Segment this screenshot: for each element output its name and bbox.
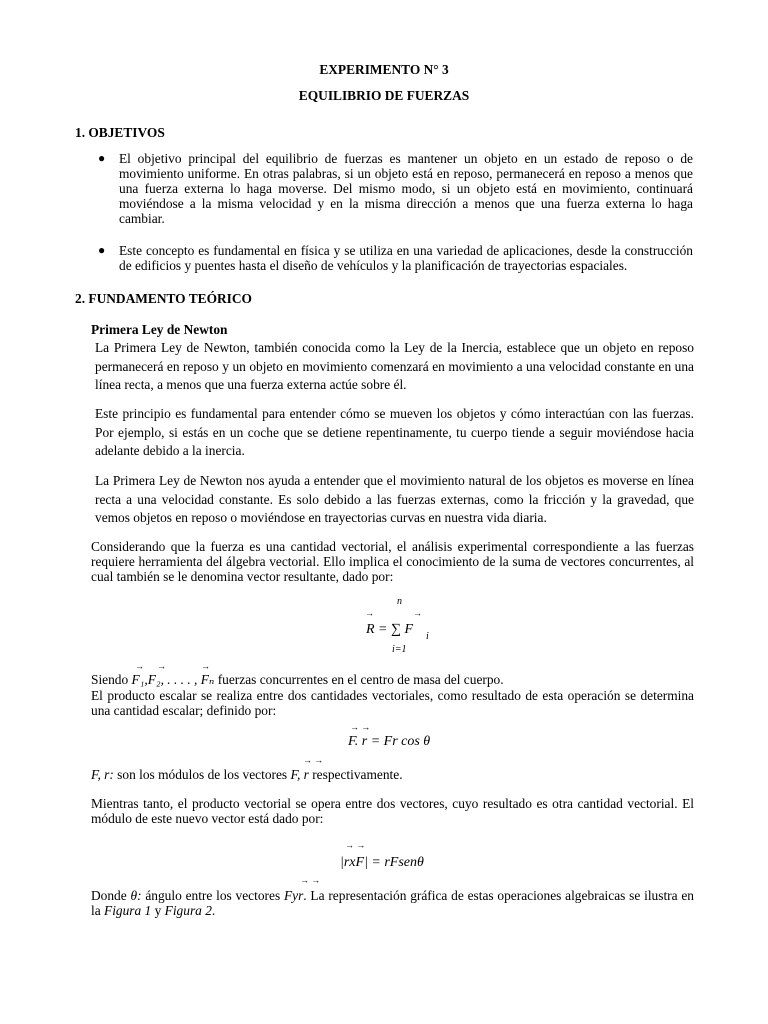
vector-arrows-icon: → →: [300, 875, 321, 885]
donde-rest: . La representación gráfica de estas operaciones algebraicas se ilustra en la: [91, 888, 694, 918]
siendo-suffix: fuerzas concurrentes en el centro de masa del cuerpo.: [214, 672, 504, 687]
vector-arrow-icon: →: [135, 661, 144, 671]
donde-y: y: [151, 903, 165, 918]
paragraph-primera-ley: La Primera Ley de Newton, también conocida como la Ley de la Inercia, establece que un objeto en reposo permanecerá en reposo y un objeto en movimiento comenzará en movimiento a una velocidad constante en una línea recta, a menos que una fuerza externa actúe sobre él.: [95, 340, 694, 392]
vector-arrow-icon: →: [413, 608, 422, 618]
vector-arrows-icon: → →: [350, 722, 371, 732]
bullet-icon: ●: [98, 243, 106, 257]
siendo-vectors: F₁,F₂, . . . . , Fₙ: [131, 672, 215, 687]
modulos-prefix: F, r:: [91, 767, 114, 782]
section-heading-objetivos: 1. OBJETIVOS: [75, 125, 165, 140]
donde-end: .: [211, 903, 216, 918]
siendo-line: [91, 672, 504, 687]
sum-lower-limit: i=1: [392, 644, 407, 655]
donde-prefix: Donde: [91, 888, 131, 903]
paragraph-donde: [91, 888, 694, 918]
sum-upper-limit: n: [397, 596, 402, 607]
vector-arrow-icon: →: [365, 608, 374, 618]
equation-vector-resultante: [340, 592, 440, 655]
objetivo-bullet-1: El objetivo principal del equilibrio de fuerzas es mantener un objeto en un estado de reposo o de movimiento uniforme. En otras palabras, si un objeto está en reposo, permanecerá en reposo a menos que una fuerza externa lo haga moverse. Del mismo modo, si un objeto está en movimiento, continuará moviéndose a la misma velocidad y en la misma dirección a menos que una fuerza externa lo haga cambiar.: [119, 151, 693, 226]
paragraph-principio: Este principio es fundamental para entender cómo se mueven los objetos y cómo interactúan con las fuerzas. Por ejemplo, si estás en un coche que se detiene repentinamente, tu cuerpo tiende a seguir moviéndose hacia adelante debido a la inercia.: [95, 406, 694, 458]
modulos-line: [91, 767, 403, 782]
paragraph-fuerza-vectorial: Considerando que la fuerza es una cantidad vectorial, el análisis experimental correspondiente a las fuerzas requiere herramienta del álgebra vectorial. Ello implica el conocimiento de la suma de vectores concurrentes, al cual también se le denomina vector resultante, dado por:: [91, 539, 694, 584]
equation-producto-escalar: F. r = Fr cos θ: [348, 734, 431, 749]
equation-sum-text: R = ∑ F: [366, 622, 414, 637]
objetivo-bullet-2: Este concepto es fundamental en física y se utiliza en una variedad de aplicaciones, desde la construcción de edificios y puentes hasta el diseño de vehículos y la planificación de trayectorias espaciales.: [119, 243, 693, 273]
paragraph-movimiento-natural: La Primera Ley de Newton nos ayuda a entender que el movimiento natural de los objetos es moverse en línea recta a una velocidad constante. Es solo debido a las fuerzas externas, como la fricción y la gravedad, que vemos objetos en reposo o moviéndose en trayectorias curvas en nuestra vida diaria.: [95, 473, 694, 525]
donde-theta: θ:: [130, 888, 142, 903]
siendo-prefix: Siendo: [91, 672, 132, 687]
donde-vectors: Fyr: [283, 888, 304, 903]
donde-mid: ángulo entre los vectores: [141, 888, 284, 903]
vector-arrows-icon: → →: [345, 840, 366, 850]
modulos-suffix: respectivamente.: [308, 767, 403, 782]
paragraph-producto-vectorial: Mientras tanto, el producto vectorial se opera entre dos vectores, cuyo resultado es otra cantidad vectorial. El módulo de este nuevo vector está dado por:: [91, 796, 694, 826]
vector-arrow-icon: →: [157, 661, 166, 671]
equation-sum-subscript: i: [426, 631, 429, 642]
section-heading-fundamento: 2. FUNDAMENTO TEÓRICO: [75, 291, 252, 306]
subheading-primera-ley: Primera Ley de Newton: [91, 322, 228, 337]
vector-arrow-icon: →: [201, 661, 210, 671]
modulos-vectors: F, r: [290, 767, 309, 782]
modulos-mid: son los módulos de los vectores: [113, 767, 291, 782]
figura-2-ref: Figura 2: [164, 903, 212, 918]
document-subtitle: EQUILIBRIO DE FUERZAS: [298, 88, 470, 103]
document-title: EXPERIMENTO N° 3: [319, 62, 449, 77]
bullet-icon: ●: [98, 151, 106, 165]
figura-1-ref: Figura 1: [104, 903, 152, 918]
paragraph-producto-escalar: El producto escalar se realiza entre dos cantidades vectoriales, como resultado de esta operación se determina una cantidad escalar; definido por:: [91, 688, 694, 718]
equation-producto-vectorial: |rxF| = rFsenθ: [340, 855, 424, 870]
vector-arrows-icon: → →: [303, 755, 324, 765]
